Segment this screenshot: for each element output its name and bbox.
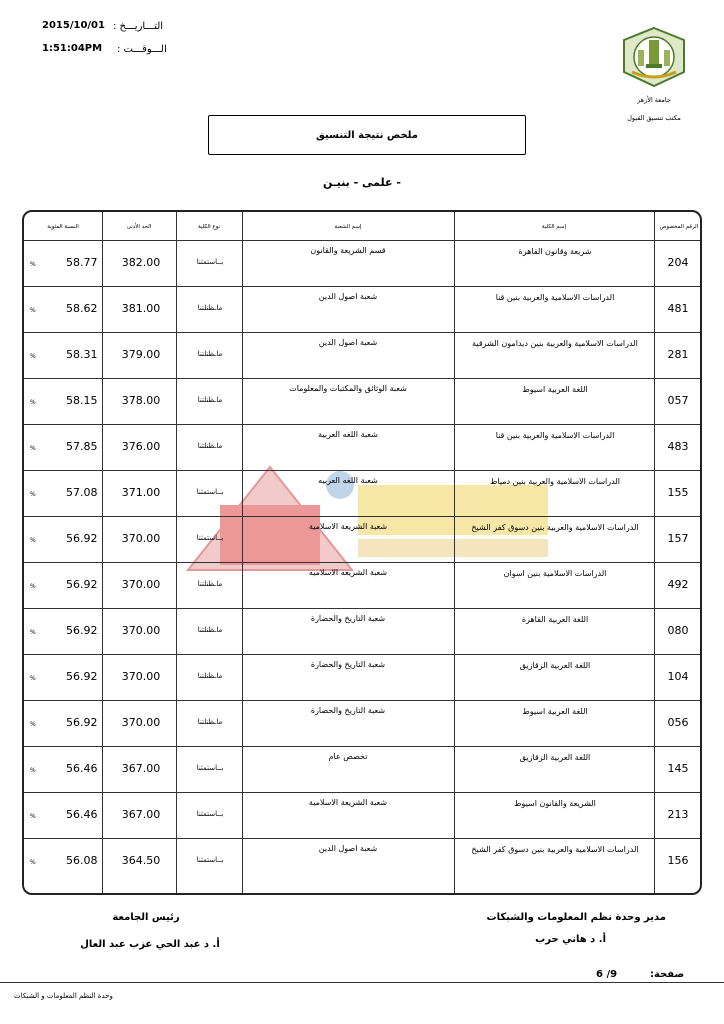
percent-value: 58.77 xyxy=(66,256,98,269)
cell-college: اللغة العربية الزقازيق xyxy=(519,753,591,762)
table-row xyxy=(24,334,700,380)
table-row xyxy=(24,242,700,288)
cell-code: 145 xyxy=(667,762,689,775)
report-subtitle: - علمى - بنيـن xyxy=(323,176,401,189)
percent-value: 58.62 xyxy=(66,302,98,315)
cell-kind: بــاستمثنا xyxy=(196,258,224,266)
cell-min: 378.00 xyxy=(121,394,161,407)
table-row xyxy=(24,794,700,840)
cell-pct xyxy=(26,532,126,545)
cell-pct xyxy=(26,624,126,637)
cell-pct xyxy=(26,256,126,269)
percent-value: 58.31 xyxy=(66,348,98,361)
cell-min: 379.00 xyxy=(121,348,161,361)
cell-code: 481 xyxy=(667,302,689,315)
cell-kind: بــاستمثنا xyxy=(196,856,224,864)
cell-branch: شعبة اللغه العربيه xyxy=(318,476,378,485)
table-row xyxy=(24,564,700,610)
time-label: الـــوقـــت : xyxy=(117,44,167,55)
cell-code: 204 xyxy=(667,256,689,269)
cell-min: 370.00 xyxy=(121,532,161,545)
cell-pct xyxy=(26,578,126,591)
cell-branch: شعبة الشريعة الاسلامية xyxy=(308,522,388,531)
cell-branch: شعبة التاريخ والحضارة xyxy=(310,660,386,669)
row-divider xyxy=(24,332,700,333)
header-kind: نوع الكلية xyxy=(197,224,221,230)
cell-college: اللغة العربية الزقازيق xyxy=(519,661,591,670)
cell-branch: شعبة اصول الدين xyxy=(318,338,378,347)
percent-symbol: % xyxy=(30,445,36,452)
cell-code: 157 xyxy=(667,532,689,545)
cell-min: 370.00 xyxy=(121,670,161,683)
cell-branch: شعبة الوثائق والمكتبات والمعلومات xyxy=(289,384,407,393)
page-label: صفحة: xyxy=(650,969,685,980)
cell-min: 371.00 xyxy=(121,486,161,499)
cell-min: 381.00 xyxy=(121,302,161,315)
cell-branch: قسم الشريعة والقانون xyxy=(310,246,386,255)
table-row xyxy=(24,748,700,794)
cell-min: 364.50 xyxy=(121,854,161,867)
cell-college: اللغة العربية اسيوط xyxy=(522,385,588,394)
cell-code: 281 xyxy=(667,348,689,361)
percent-value: 56.46 xyxy=(66,762,98,775)
percent-symbol: % xyxy=(30,491,36,498)
cell-min: 376.00 xyxy=(121,440,161,453)
percent-symbol: % xyxy=(30,353,36,360)
percent-symbol: % xyxy=(30,307,36,314)
cell-college: شريعة وقانون القاهرة xyxy=(518,247,592,256)
footer-left-title: مدير وحدة نظم المعلومات والشبكات xyxy=(486,912,666,923)
cell-kind: بــاستمثنا xyxy=(196,810,224,818)
cell-pct xyxy=(26,486,126,499)
table-row xyxy=(24,380,700,426)
cell-pct xyxy=(26,716,126,729)
footer-left-name: أ. د هاني حرب xyxy=(535,934,606,945)
row-divider xyxy=(24,746,700,747)
cell-branch: شعبة اللغه العربية xyxy=(318,430,378,439)
percent-symbol: % xyxy=(30,537,36,544)
cell-kind: بــاستمثنا xyxy=(196,534,224,542)
cell-college: اللغة العربية القاهرة xyxy=(521,615,589,624)
cell-college: الشريعة والقانون اسيوط xyxy=(514,799,596,808)
cell-kind: ماـظنلتنا xyxy=(197,626,223,634)
table-row xyxy=(24,656,700,702)
cell-kind: ماـظنلتنا xyxy=(197,718,223,726)
cell-min: 370.00 xyxy=(121,624,161,637)
table-row xyxy=(24,518,700,564)
cell-college: الدراسات الاسلامية والعربية بنين قنا xyxy=(495,431,615,440)
percent-symbol: % xyxy=(30,261,36,268)
percent-value: 56.46 xyxy=(66,808,98,821)
cell-college: الدراسات الاسلامية والعربية بنين دسوق كفر الشيخ xyxy=(471,845,639,854)
cell-min: 367.00 xyxy=(121,808,161,821)
cell-branch: شعبة الشريعة الاسلامية xyxy=(308,798,388,807)
cell-branch: شعبة الشريعه الاسلاميه xyxy=(308,568,388,577)
cell-code: 080 xyxy=(667,624,689,637)
percent-value: 56.92 xyxy=(66,532,98,545)
table-row xyxy=(24,426,700,472)
row-divider xyxy=(24,562,700,563)
cell-college: الدراسات الاسلامية والعربية بنين دسوق كفر الشيخ xyxy=(471,523,639,532)
row-divider xyxy=(24,378,700,379)
cell-kind: ماـظنلتنا xyxy=(197,672,223,680)
footer-unit: وحدة النظم المعلومات و الشبكات xyxy=(14,992,113,1000)
cell-pct xyxy=(26,670,126,683)
row-divider xyxy=(24,792,700,793)
footer-right-name: أ. د عبد الحي عزب عبد العال xyxy=(80,939,220,950)
percent-symbol: % xyxy=(30,721,36,728)
row-divider xyxy=(24,516,700,517)
row-divider xyxy=(24,470,700,471)
time-value: 1:51:04PM xyxy=(42,43,103,54)
table-row xyxy=(24,610,700,656)
cell-code: 057 xyxy=(667,394,689,407)
header-college: إسم الكلية xyxy=(541,224,567,230)
cell-kind: ماـظنلتنا xyxy=(197,350,223,358)
cell-college: اللغة العربية اسيوط xyxy=(522,707,588,716)
office-name: مكتب تنسيق القبول xyxy=(627,114,681,122)
cell-branch: شعبة التاريخ والحضارة xyxy=(310,614,386,623)
percent-symbol: % xyxy=(30,813,36,820)
cell-branch: شعبة اصول الدين xyxy=(318,844,378,853)
cell-code: 492 xyxy=(667,578,689,591)
university-logo xyxy=(618,26,690,88)
cell-pct xyxy=(26,394,126,407)
cell-branch: شعبة اصول الدين xyxy=(318,292,378,301)
cell-college: الدراسات الاسلامية والعربية بنين ديدامون الشرقية xyxy=(472,339,638,348)
cell-pct xyxy=(26,762,126,775)
percent-value: 57.85 xyxy=(66,440,98,453)
cell-kind: ماـظنلتنا xyxy=(197,580,223,588)
cell-pct xyxy=(26,348,126,361)
cell-kind: بــاستمثنا xyxy=(196,764,224,772)
row-divider xyxy=(24,424,700,425)
cell-kind: بــاستمثنا xyxy=(196,488,224,496)
percent-symbol: % xyxy=(30,675,36,682)
header-code: الرقم المخصوص xyxy=(659,224,699,230)
table-row xyxy=(24,288,700,334)
footer-right-title: رئيس الجامعة xyxy=(112,912,180,923)
header-divider xyxy=(24,240,700,241)
percent-symbol: % xyxy=(30,767,36,774)
cell-min: 370.00 xyxy=(121,578,161,591)
cell-pct xyxy=(26,440,126,453)
cell-code: 155 xyxy=(667,486,689,499)
cell-code: 213 xyxy=(667,808,689,821)
results-table xyxy=(22,210,702,895)
percent-value: 56.92 xyxy=(66,670,98,683)
cell-pct xyxy=(26,302,126,315)
university-name: جامعة الأزهر xyxy=(637,96,671,104)
row-divider xyxy=(24,608,700,609)
footer-divider xyxy=(0,982,724,983)
cell-code: 104 xyxy=(667,670,689,683)
percent-symbol: % xyxy=(30,399,36,406)
percent-symbol: % xyxy=(30,859,36,866)
percent-value: 57.08 xyxy=(66,486,98,499)
percent-value: 56.92 xyxy=(66,716,98,729)
percent-symbol: % xyxy=(30,583,36,590)
cell-min: 367.00 xyxy=(121,762,161,775)
report-title: ملخص نتيجة التنسيق xyxy=(208,115,526,155)
header-branch: إسم الشعبة xyxy=(334,224,362,230)
cell-college: الدراسات الاسلامية بنين اسوان xyxy=(503,569,607,578)
row-divider xyxy=(24,286,700,287)
cell-min: 382.00 xyxy=(121,256,161,269)
table-row xyxy=(24,472,700,518)
cell-kind: ماـظنلتنا xyxy=(197,304,223,312)
percent-symbol: % xyxy=(30,629,36,636)
table-row xyxy=(24,840,700,886)
page-number: 6 /9 xyxy=(596,969,618,980)
cell-code: 056 xyxy=(667,716,689,729)
cell-code: 483 xyxy=(667,440,689,453)
percent-value: 58.15 xyxy=(66,394,98,407)
date-label: التـــاريـــخ : xyxy=(113,21,164,32)
row-divider xyxy=(24,654,700,655)
cell-kind: ماـظنلتنا xyxy=(197,442,223,450)
cell-pct xyxy=(26,854,126,867)
cell-college: الدراسات الاسلامية والعربية بنين قنا xyxy=(495,293,615,302)
date-value: 2015/10/01 xyxy=(42,20,105,31)
cell-min: 370.00 xyxy=(121,716,161,729)
cell-branch: شعبة التاريخ والحضارة xyxy=(310,706,386,715)
cell-pct xyxy=(26,808,126,821)
row-divider xyxy=(24,700,700,701)
cell-code: 156 xyxy=(667,854,689,867)
header-pct: النسبة المئوية xyxy=(47,224,79,230)
cell-kind: ماـظنلتنا xyxy=(197,396,223,404)
percent-value: 56.92 xyxy=(66,624,98,637)
percent-value: 56.92 xyxy=(66,578,98,591)
header-min: الحد الأدنى xyxy=(126,224,152,230)
table-row xyxy=(24,702,700,748)
row-divider xyxy=(24,838,700,839)
cell-college: الدراسات الاسلامية والعربية بنين دمياط xyxy=(489,477,620,486)
cell-branch: تخصص عام xyxy=(328,752,368,761)
percent-value: 56.08 xyxy=(66,854,98,867)
